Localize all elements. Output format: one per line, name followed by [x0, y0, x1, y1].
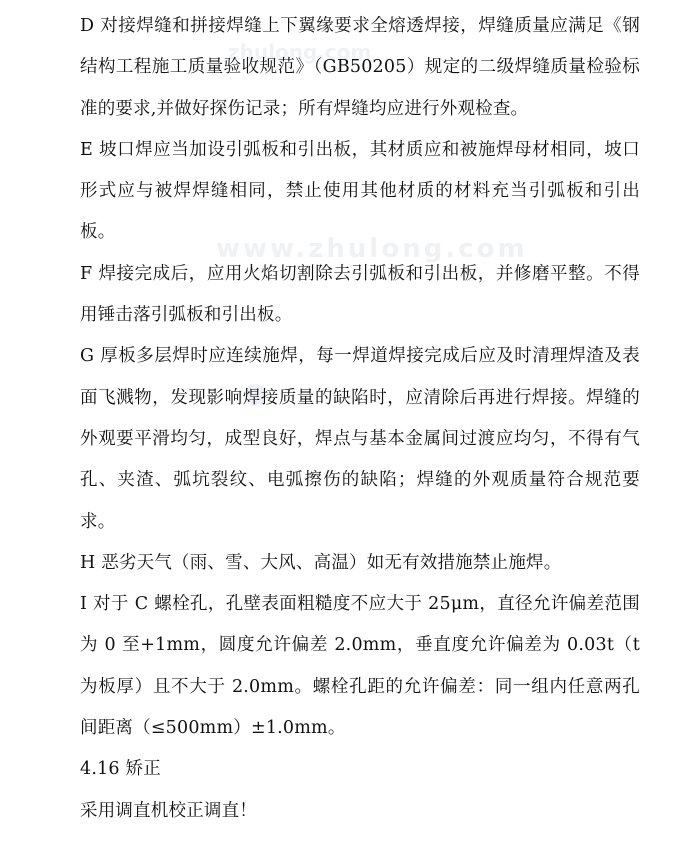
paragraph-h: H 恶劣天气（雨、雪、大风、高温）如无有效措施禁止施焊。	[80, 552, 562, 573]
paragraph-f: F 焊接完成后，应用火焰切割除去引弧板和引出板，并修磨平整。不得用锤击落引弧板和引出板。	[80, 263, 640, 326]
watermark-small: zhulong.com	[228, 40, 372, 64]
paragraph-i: I 对于 C 螺栓孔，孔壁表面粗糙度不应大于 25μm，直径允许偏差范围为 0 至+1mm，圆度允许偏差 2.0mm，垂直度允许偏差为 0.03t（t 为板厚）且不大于 2.0mm。螺栓孔距的允许偏差：同一组内任意两孔间距离（≤500mm）±1.0mm。	[80, 594, 640, 739]
watermark-large: www.zhulong.com	[216, 234, 528, 264]
paragraph-e: E 坡口焊应当加设引弧板和引出板，其材质应和被施焊母材相同，坡口形式应与被焊焊缝相同，禁止使用其他材质的材料充当引弧板和引出板。	[80, 139, 640, 243]
section-heading: 4.16 矫正	[80, 759, 161, 780]
paragraph-g: G 厚板多层焊时应连续施焊，每一焊道焊接完成后应及时清理焊渣及表面飞溅物，发现影响焊接质量的缺陷时，应清除后再进行焊接。焊缝的外观要平滑均匀，成型良好，焊点与基本金属间过渡应均匀，不得有气孔、夹渣、弧坑裂纹、电弧擦伤的缺陷；焊缝的外观质量符合规范要求。	[80, 346, 640, 532]
paragraph-d: D 对接焊缝和拼接焊缝上下翼缘要求全熔透焊接，焊缝质量应满足《钢结构工程施工质量验收规范》（GB50205）规定的二级焊缝质量检验标准的要求,并做好探伤记录；所有焊缝均应进行外观检查。	[80, 16, 640, 119]
document-body	[80, 6, 640, 832]
paragraph-last: 采用调直机校正调直！	[80, 800, 257, 821]
